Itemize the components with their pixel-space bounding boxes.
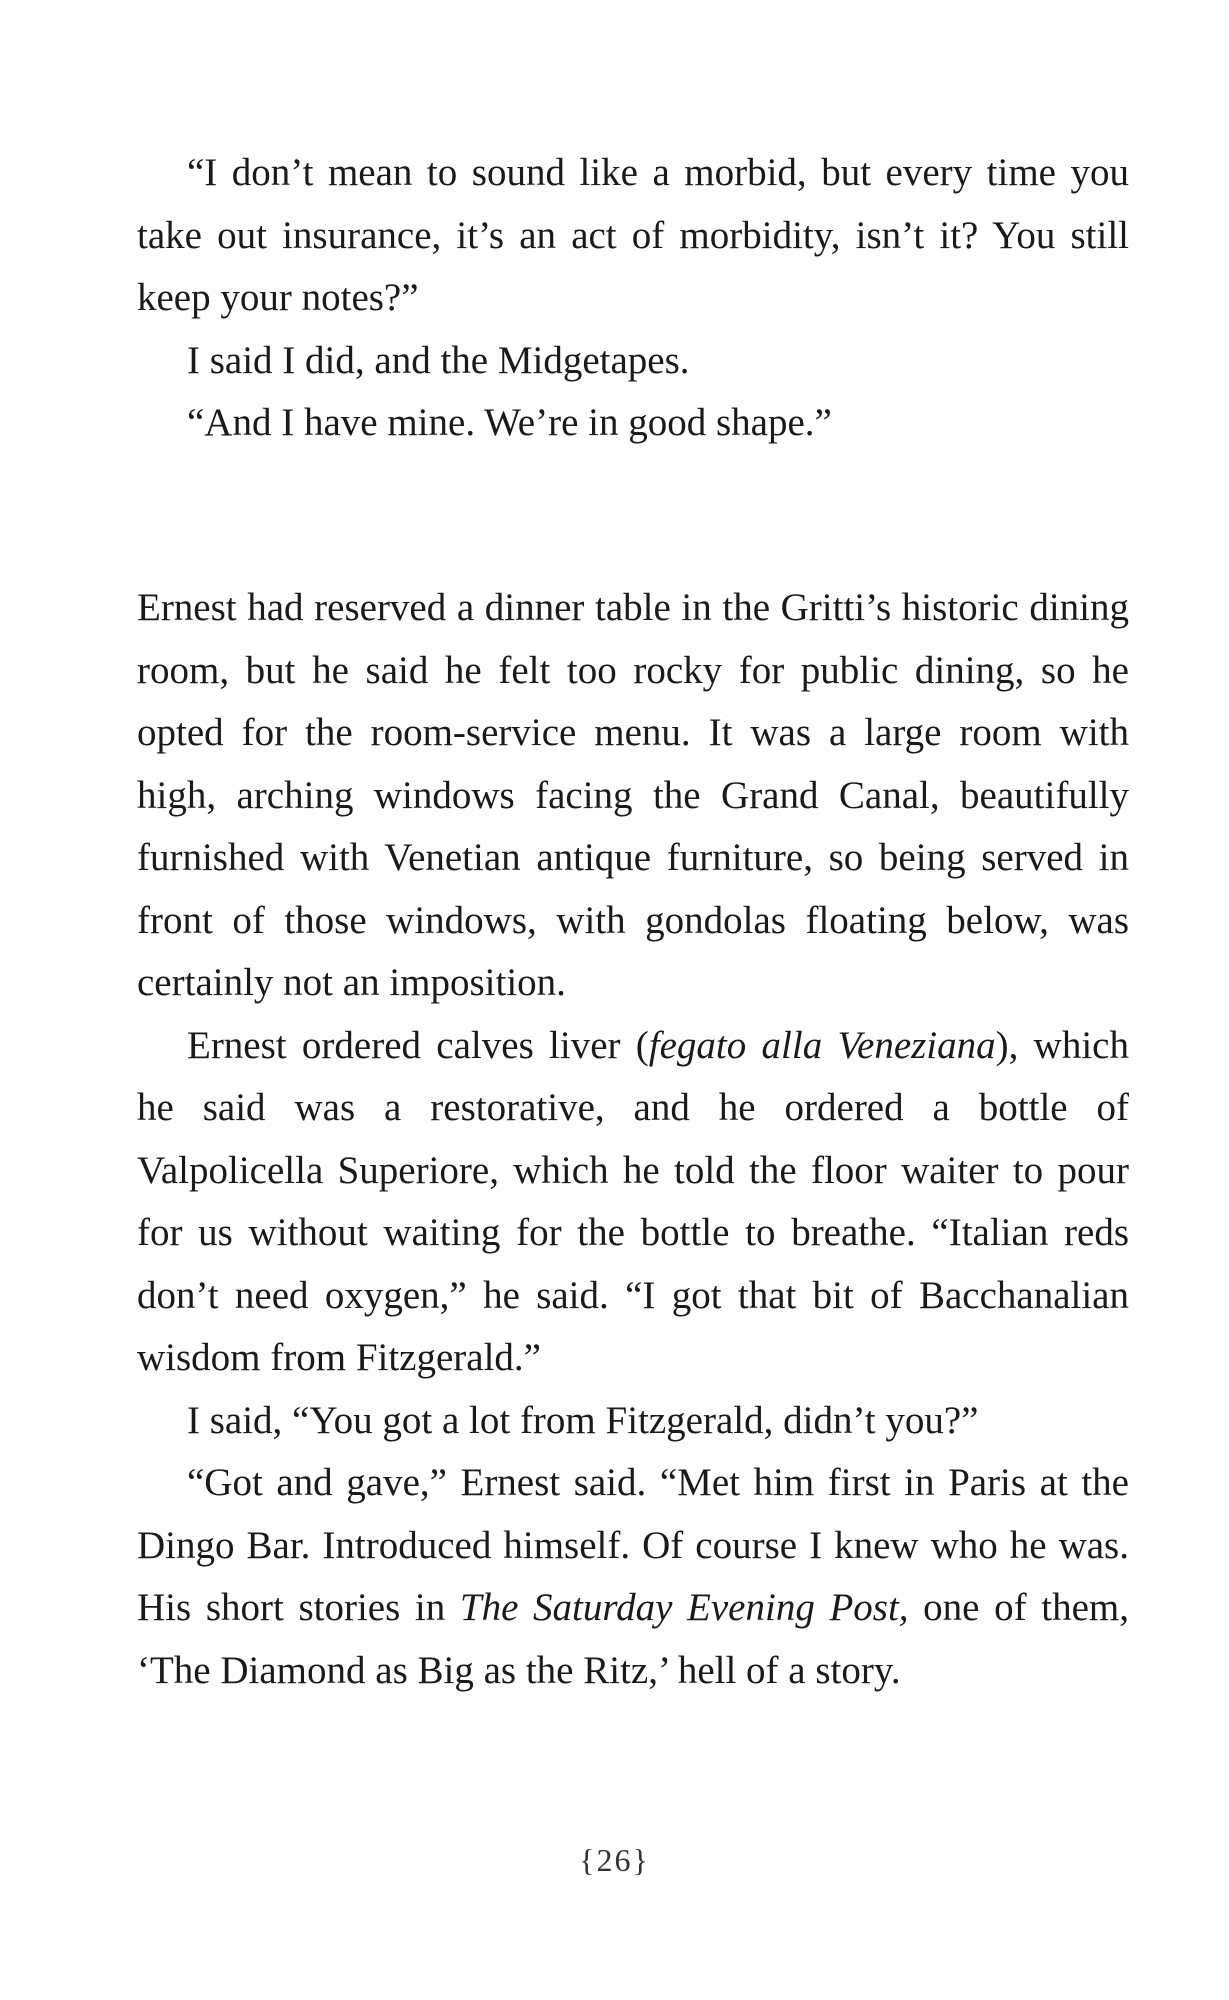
- text-section-dialogue: [137, 142, 1129, 455]
- paragraph: “I don’t mean to sound like a morbid, but every time you take out insurance, it’s an act of morbidity, isn’t it? You still keep your notes?”: [137, 151, 1129, 319]
- text-run: Ernest ordered calves liver (: [187, 1023, 649, 1067]
- page-number: {26}: [579, 1842, 650, 1878]
- paragraph: I said, “You got a lot from Fitzgerald, didn’t you?”: [187, 1398, 979, 1442]
- italic-text: The Saturday Evening Post,: [459, 1586, 909, 1629]
- text-run: “Got and gave,” Ernest said. “Met him first in Paris at the Dingo Bar. Introduced himself. Of course I knew who he was. His short stories in: [137, 1461, 1129, 1629]
- paragraph: I said I did, and the Midgetapes.: [187, 338, 690, 382]
- text-run: one of them, ‘The Diamond as Big as the Ritz,’ hell of a story.: [137, 1586, 1129, 1692]
- text-run: ), which he said was a restorative, and he ordered a bottle of Valpolicella Superiore, which he told the floor waiter to pour for us without waiting for the bottle to breathe. “Italian reds don’t need oxygen,” he said. “I got that bit of Bacchanalian wisdom from Fitzgerald.”: [137, 1023, 1129, 1379]
- italic-text: fegato alla Veneziana: [648, 1023, 996, 1067]
- paragraph: [137, 1452, 1129, 1702]
- paragraph: “And I have mine. We’re in good shape.”: [187, 401, 832, 444]
- text-section-dinner: [137, 577, 1129, 1702]
- paragraph: [137, 1015, 1129, 1390]
- section-opening-paragraph: Ernest had reserved a dinner table in the Gritti’s historic dining room, but he said he felt too rocky for public dining, so he opted for the room-service menu. It was a large room with high, arching windows facing the Grand Canal, beautifully furnished with Venetian antique furniture, so being served in front of those windows, with gondolas floating below, was certainly not an imposition.: [137, 586, 1129, 1004]
